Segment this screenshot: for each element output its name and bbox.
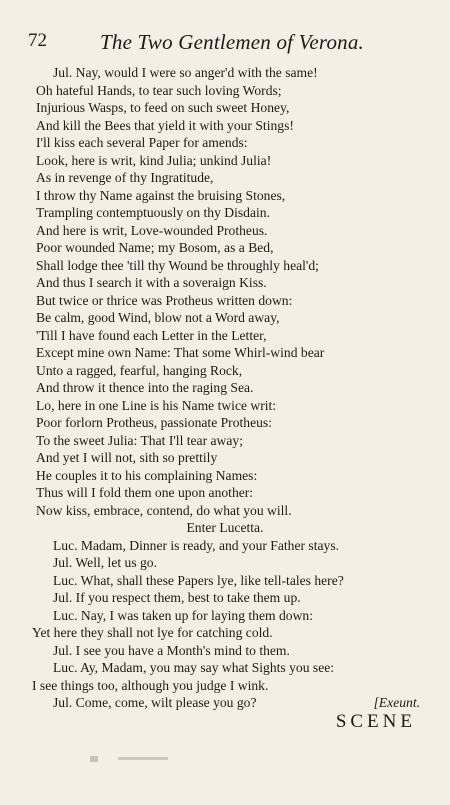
text-line: To the sweet Julia: That I'll tear away; [36,432,243,448]
text-line: He couples it to his complaining Names: [36,467,258,483]
stage-direction: Enter Lucetta. [186,520,264,535]
text-line: And throw it thence into the raging Sea. [36,380,254,395]
text-line: I throw thy Name against the bruising Stones, [36,187,286,203]
text-line: Now kiss, embrace, contend, do what you will. [36,502,292,518]
text-line: Jul. If you respect them, best to take them up. [53,590,301,605]
text-line: Shall lodge thee 'till thy Wound be throughly heal'd; [36,257,319,273]
text-line: Injurious Wasps, to feed on such sweet Honey, [36,100,290,115]
text-line: Unto a ragged, fearful, hanging Rock, [36,362,243,378]
page-number: 72 [28,30,47,51]
text-line: And yet I will not, sith so prettily [36,450,218,465]
text-line: Thus will I fold them one upon another: [36,485,254,500]
text-line: Luc. Madam, Dinner is ready, and your Father stays. [53,537,340,553]
text-line: Except mine own Name: That some Whirl-wind bear [36,345,325,360]
text-line: 'Till I have found each Letter in the Letter, [36,327,267,343]
text-line: Be calm, good Wind, blow not a Word away, [36,310,280,325]
text-line: As in revenge of thy Ingratitude, [36,170,214,185]
text-line: And kill the Bees that yield it with your Stings! [36,117,294,133]
text-line: And thus I search it with a soveraign Kiss. [36,275,267,290]
catchword: SCENE [335,711,416,732]
ink-smudge [88,752,174,766]
text-line: Jul. I see you have a Month's mind to them. [53,642,290,658]
text-line: Jul. Nay, would I were so anger'd with the same! [53,65,318,80]
text-line: Luc. Nay, I was taken up for laying them down: [53,607,313,623]
text-line: I'll kiss each several Paper for amends: [36,135,248,150]
text-line: I see things too, although you judge I wink. [32,677,269,693]
text-line: Look, here is writ, kind Julia; unkind Julia! [36,152,272,168]
text-line: Trampling contemptuously on thy Disdain. [36,205,270,220]
exit-direction: [Exeunt. [373,695,420,710]
running-head: The Two Gentlemen of Verona. [100,30,364,54]
text-line: Luc. What, shall these Papers lye, like tell-tales here? [53,572,344,588]
text-line: But twice or thrice was Protheus written down: [36,292,293,308]
text-line: Poor wounded Name; my Bosom, as a Bed, [36,240,274,255]
text-line: Yet here they shall not lye for catching cold. [32,625,273,640]
text-line: Jul. Well, let us go. [53,555,158,570]
text-line: Jul. Come, come, wilt please you go? [53,695,257,710]
text-line: Oh hateful Hands, to tear such loving Words; [36,82,282,98]
text-line: And here is writ, Love-wounded Protheus. [36,222,268,238]
text-line: Luc. Ay, Madam, you may say what Sights you see: [53,660,335,675]
text-line: Poor forlorn Protheus, passionate Protheus: [36,415,272,430]
text-line: Lo, here in one Line is his Name twice writ: [36,397,277,413]
page-header [28,30,422,56]
